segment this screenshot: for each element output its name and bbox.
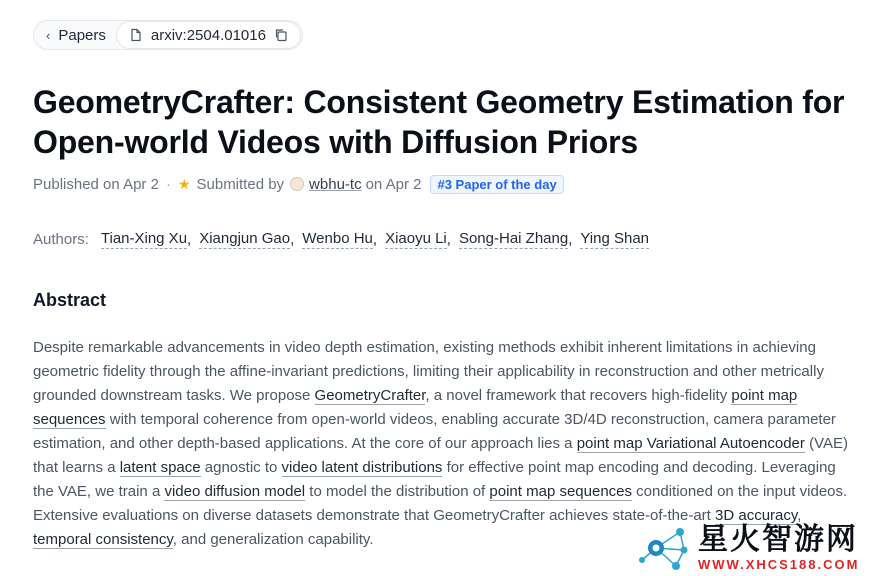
abstract-term-link[interactable]: point map sequences — [33, 387, 798, 428]
abstract-term-link[interactable]: temporal consistency — [33, 531, 173, 548]
submitted-date: on Apr 2 — [365, 175, 422, 193]
abstract-segment: agnostic to — [200, 459, 282, 476]
abstract-segment: , and generalization capability. — [172, 531, 374, 548]
abstract-term-link[interactable]: video latent distributions — [281, 459, 443, 476]
abstract-heading: Abstract — [33, 290, 107, 310]
published-date: Published on Apr 2 — [33, 175, 159, 193]
author-separator: , — [187, 230, 192, 248]
copy-icon[interactable] — [274, 28, 288, 42]
paper-id-chip[interactable] — [116, 21, 301, 49]
abstract-segment: conditioned on the input videos. Extensive evaluations on diverse datasets demonstrate that GeometryCrafter achieves state-of-the-art — [33, 483, 848, 524]
submitted-by-label: Submitted by — [196, 175, 285, 193]
abstract-term-link[interactable]: point map sequences — [489, 483, 633, 500]
page-title: GeometryCrafter: Consistent Geometry Estimation for Open-world Videos with Diffusion Priors — [33, 84, 845, 160]
author-link[interactable]: Xiangjun Gao — [199, 229, 291, 247]
author-separator: , — [568, 230, 573, 248]
network-logo-icon — [636, 522, 694, 574]
abstract-segment: , a novel framework that recovers high-fidelity — [425, 387, 732, 404]
paper-meta — [33, 173, 564, 195]
chevron-left-icon: ‹ — [46, 27, 51, 43]
watermark-url: WWW.XHCS188.COM — [698, 557, 860, 572]
author-separator: , — [290, 230, 295, 248]
author-link[interactable]: Tian-Xing Xu — [100, 229, 188, 247]
star-icon: ★ — [177, 175, 191, 192]
watermark-title: 星火智游网 — [698, 522, 858, 557]
abstract-term-link[interactable]: point map Variational Autoencoder — [576, 435, 805, 452]
abstract-segment: to model the distribution of — [305, 483, 490, 500]
separator-dot: · — [165, 175, 171, 193]
submitter-link[interactable]: wbhu-tc — [309, 175, 362, 193]
abstract-term-link[interactable]: video diffusion model — [164, 483, 306, 500]
breadcrumb — [33, 20, 303, 50]
authors-label: Authors: — [33, 230, 89, 248]
abstract-segment: with temporal coherence from open-world videos, enabling accurate 3D/4D reconstruction, camera parameter estimation, and other depth-based applications. At the core of our approach lies a — [33, 411, 836, 452]
author-separator: , — [446, 230, 451, 248]
paper-of-day-badge[interactable]: #3 Paper of the day — [430, 175, 563, 194]
abstract-term-link[interactable]: GeometryCrafter — [314, 387, 426, 404]
abstract-term-link[interactable]: 3D accuracy — [715, 507, 798, 524]
avatar[interactable] — [290, 177, 304, 191]
author-link[interactable]: Xiaoyu Li — [385, 229, 447, 247]
abstract-term-link[interactable]: latent space — [119, 459, 201, 476]
document-icon — [129, 28, 143, 42]
watermark — [636, 520, 885, 576]
author-link[interactable]: Song-Hai Zhang — [458, 229, 569, 247]
author-link[interactable]: Wenbo Hu — [302, 229, 373, 247]
back-to-papers-link[interactable] — [34, 21, 116, 49]
author-separator: , — [372, 230, 378, 248]
abstract-segment: for effective point map encoding and decoding. Leveraging the VAE, we train a — [33, 459, 836, 500]
abstract-segment: Despite remarkable advancements in video depth estimation, existing methods exhibit inherent limitations in achieving geometric fidelity through the affine-invariant predictions, limiting their applicability in reconstruction and other metrically grounded downstream tasks. We propose — [33, 339, 824, 404]
authors-row — [33, 228, 649, 250]
author-link[interactable]: Ying Shan — [580, 229, 650, 247]
abstract-segment: (VAE) that learns a — [33, 435, 848, 476]
back-label: Papers — [58, 26, 106, 44]
abstract-segment: , — [797, 507, 802, 524]
paper-id: arxiv:2504.01016 — [150, 26, 266, 44]
